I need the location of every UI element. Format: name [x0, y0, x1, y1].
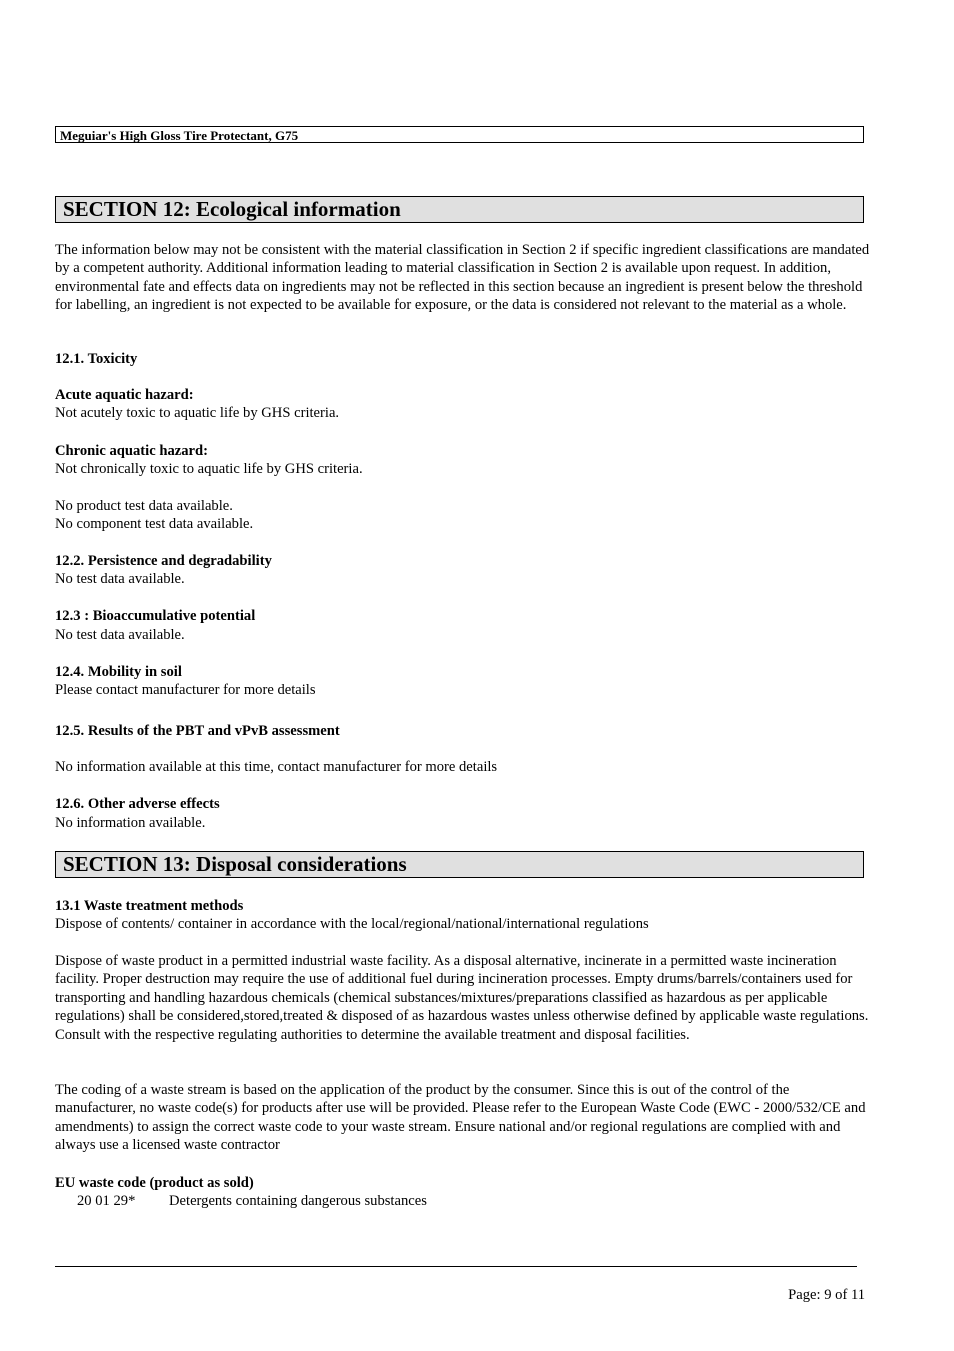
footer-divider — [55, 1266, 857, 1267]
no-component-data-text: No component test data available. — [55, 516, 254, 532]
pbt-text: No information available at this time, contact manufacturer for more details — [55, 759, 498, 775]
chronic-hazard-heading: Chronic aquatic hazard: — [55, 443, 208, 459]
bioaccumulative-heading: 12.3 : Bioaccumulative potential — [55, 608, 256, 624]
chronic-hazard-text: Not chronically toxic to aquatic life by GHS criteria. — [55, 461, 363, 477]
toxicity-heading: 12.1. Toxicity — [55, 351, 138, 367]
waste-treatment-text: Dispose of contents/ container in accordance with the local/regional/national/international regulations — [55, 916, 649, 932]
document-header-product: Meguiar's High Gloss Tire Protectant, G75 — [55, 126, 864, 143]
section-12-title: SECTION 12: Ecological information — [55, 196, 864, 223]
other-effects-text: No information available. — [55, 815, 206, 831]
eu-waste-code-heading: EU waste code (product as sold) — [55, 1175, 254, 1191]
persistence-heading: 12.2. Persistence and degradability — [55, 553, 272, 569]
other-effects-heading: 12.6. Other adverse effects — [55, 796, 220, 812]
acute-hazard-heading: Acute aquatic hazard: — [55, 387, 194, 403]
no-product-data-text: No product test data available. — [55, 498, 233, 514]
waste-treatment-heading: 13.1 Waste treatment methods — [55, 898, 244, 914]
page-number: Page: 9 of 11 — [788, 1287, 865, 1303]
section-13-title: SECTION 13: Disposal considerations — [55, 851, 864, 878]
eu-waste-code-description: Detergents containing dangerous substances — [169, 1193, 427, 1209]
acute-hazard-text: Not acutely toxic to aquatic life by GHS criteria. — [55, 405, 340, 421]
persistence-text: No test data available. — [55, 571, 185, 587]
mobility-text: Please contact manufacturer for more details — [55, 682, 316, 698]
bioaccumulative-text: No test data available. — [55, 627, 185, 643]
eu-waste-code: 20 01 29* — [77, 1193, 136, 1209]
pbt-heading: 12.5. Results of the PBT and vPvB assessment — [55, 723, 340, 739]
waste-coding-text: The coding of a waste stream is based on the application of the product by the consumer. Since this is out of the control of the manufacturer, no waste code(s) for products after use will be provided. Please refer to the European Waste Code (EWC - 2000/532/CE and amendments) to assign the correct waste code to your waste stream. Ensure national and/or regional regulations are complied with and always use a licensed waste contractor — [55, 1082, 866, 1154]
section-12-intro: The information below may not be consistent with the material classification in Section 2 if specific ingredient classifications are mandated by a competent authority. Additional information leading to material classification in Section 2 is available upon request. In addition, environmental fate and effects data on ingredients may not be reflected in this section because an ingredient is present below the threshold for labelling, an ingredient is not expected to be available for exposure, or the data is considered not relevant to the material as a whole. — [55, 242, 870, 314]
mobility-heading: 12.4. Mobility in soil — [55, 664, 182, 680]
dispose-waste-text: Dispose of waste product in a permitted industrial waste facility. As a disposal alternative, incinerate in a permitted waste incineration facility. Proper destruction may require the use of additional fuel during incineration processes. Empty drums/barrels/containers used for transporting and handling hazardous chemicals (chemical substances/mixtures/preparations classified as hazardous as per applicable regulations) shall be considered,stored,treated & disposed of as hazardous wastes unless otherwise defined by applicable waste regulations. Consult with the respective regulating authorities to determine the available treatment and disposal facilities. — [55, 953, 869, 1043]
